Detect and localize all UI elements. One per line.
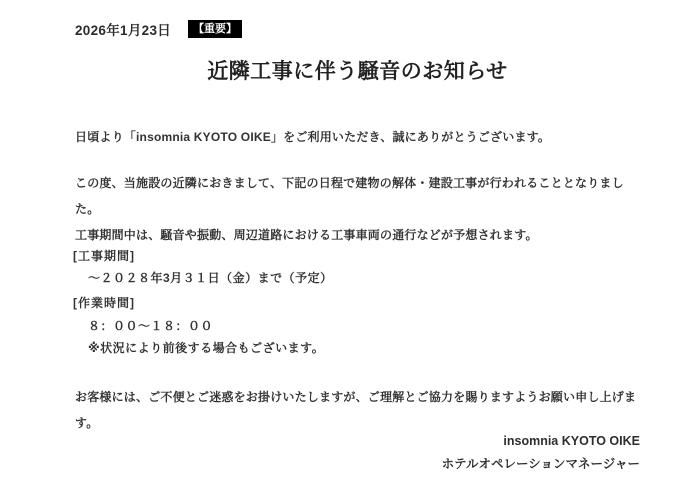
greeting-paragraph: 日頃より「insomnia KYOTO OIKE」をご利用いただき、誠にありがとうございます。 (75, 130, 551, 144)
notice-title: 近隣工事に伴う騒音のお知らせ (207, 60, 508, 83)
work-hours-note: ※状況により前後する場合もございます。 (88, 341, 325, 355)
body-line-1: この度、当施設の近隣におきまして、下記の日程で建物の解体・建設工事が行われることとなりました。 (75, 176, 624, 216)
closing-paragraph: お客様には、ご不便とご迷惑をお掛けいたしますが、ご理解とご協力を賜りますようお願い申し上げます。 (75, 390, 637, 430)
signature-signer-title: ホテルオペレーションマネージャー (441, 457, 640, 471)
construction-period-value: ～２０２８年3月３１日（金）まで（予定） (88, 271, 333, 285)
work-hours-label: [作業時間] (73, 296, 135, 310)
signature-hotel-name: insomnia KYOTO OIKE (503, 434, 640, 448)
body-line-2: 工事期間中は、騒音や振動、周辺道路における工事車両の通行などが予想されます。 (75, 228, 538, 242)
notice-date: 2026年1月23日 (75, 23, 172, 38)
important-badge: 【重要】 (188, 20, 242, 38)
construction-period-label: [工事期間] (73, 249, 135, 263)
signature-block (442, 430, 640, 476)
work-hours-value: ８：００～１８：００ (88, 319, 214, 333)
body-paragraph (75, 170, 645, 248)
date-row (75, 19, 242, 39)
